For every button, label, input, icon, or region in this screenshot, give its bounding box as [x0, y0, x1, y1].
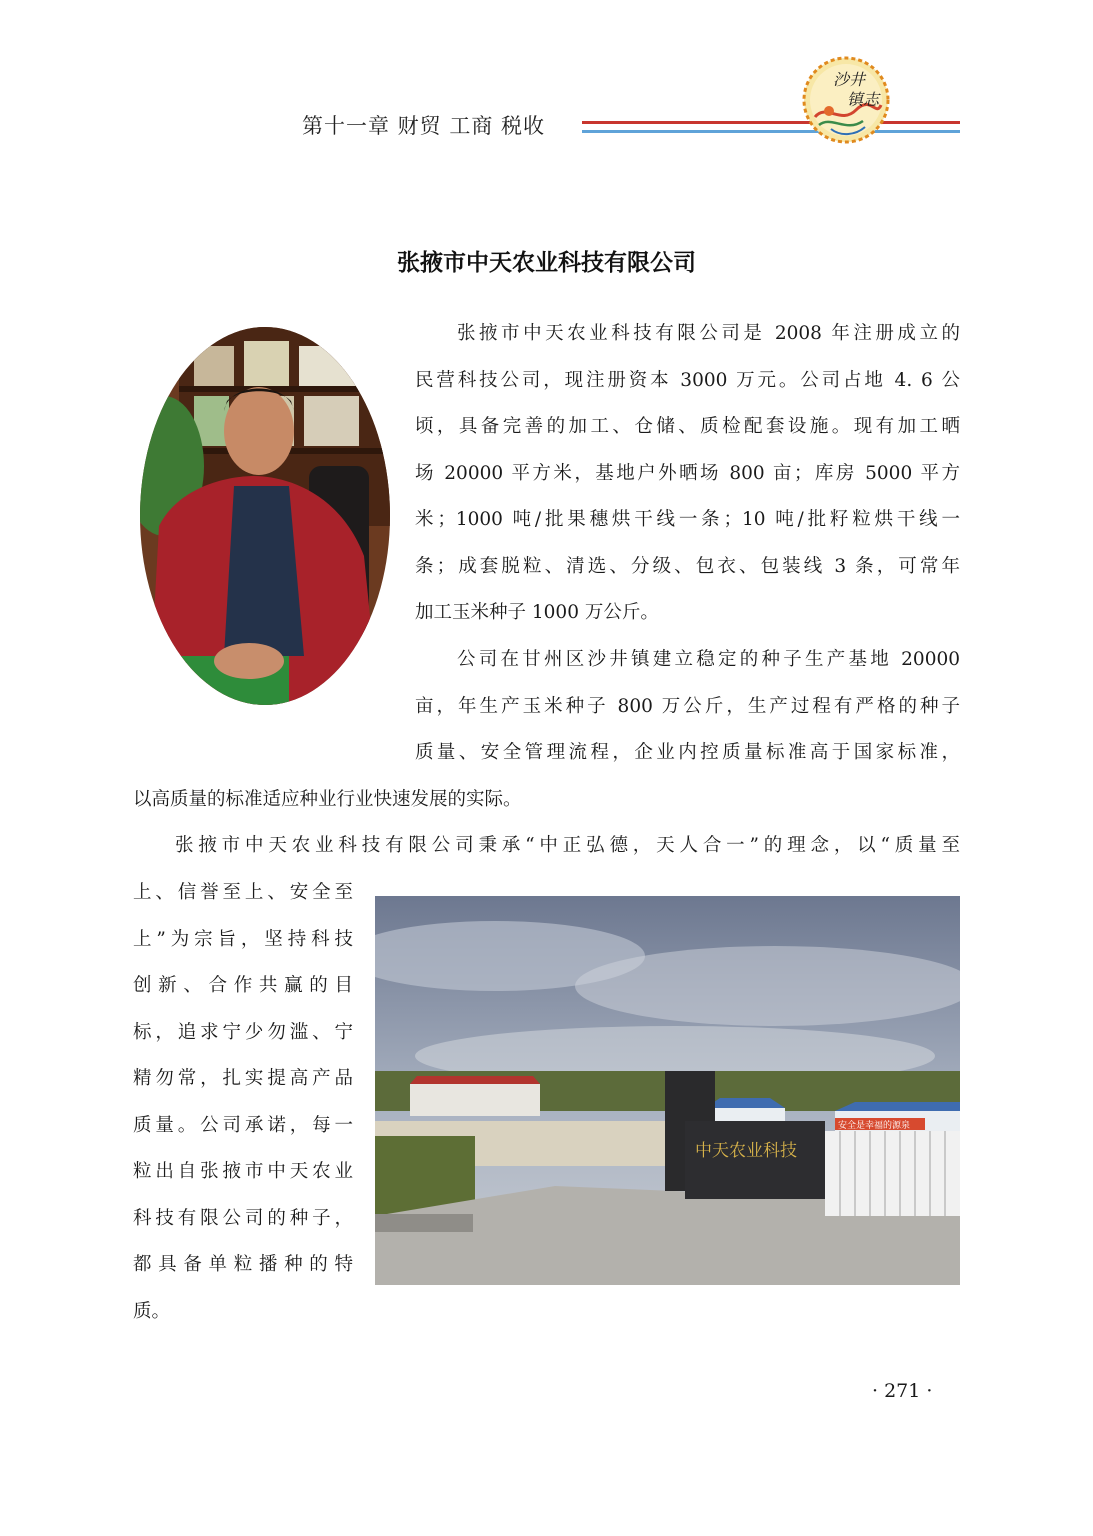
factory-image	[375, 896, 960, 1285]
town-gazette-logo	[801, 55, 891, 145]
paragraph-1-line: 加工玉米种子 1000 万公斤。	[415, 602, 659, 623]
paragraph-3-line: 标，追求宁少勿滥、宁	[133, 1021, 353, 1043]
paragraph-2	[415, 637, 960, 777]
paragraph-3-line: 上、信誉至上、安全至	[133, 882, 353, 903]
paragraph-3-column	[133, 870, 353, 1335]
paragraph-1-line: 米；1000 吨/批果穗烘干线一条；10 吨/批籽粒烘干线一	[415, 509, 960, 530]
paragraph-3-line: 粒出自张掖市中天农业	[133, 1161, 353, 1182]
logo-text-line1: 沙井	[833, 70, 866, 89]
banner-text: 安全是幸福的源泉	[838, 1121, 911, 1131]
sign-text: 中天农业科技	[695, 1141, 797, 1161]
paragraph-3-line: 质量。公司承诺，每一	[133, 1114, 353, 1136]
factory-photo	[375, 896, 960, 1285]
paragraph-1-line: 张掖市中天农业科技有限公司是 2008 年注册成立的	[457, 323, 960, 344]
page-number: · 271 ·	[872, 1380, 933, 1402]
paragraph-2-line: 公司在甘州区沙井镇建立稳定的种子生产基地 20000	[457, 649, 960, 670]
paragraph-3-line: 质。	[133, 1300, 171, 1322]
paragraph-1-line: 条；成套脱粒、清选、分级、包衣、包装线 3 条，可常年	[415, 555, 960, 577]
paragraph-1-line: 场 20000 平方米，基地户外晒场 800 亩；库房 5000 平方	[415, 462, 960, 484]
paragraph-3-line: 都具备单粒播种的特	[133, 1254, 353, 1275]
paragraph-2-line: 质量、安全管理流程，企业内控质量标准高于国家标准，	[415, 742, 960, 763]
paragraph-3-line: 科技有限公司的种子，	[133, 1207, 353, 1229]
header-rule-blue	[582, 130, 960, 133]
paragraph-1-line: 民营科技公司，现注册资本 3000 万元。公司占地 4. 6 公	[415, 369, 960, 391]
paragraph-2-continued	[133, 777, 960, 824]
paragraph-2-line: 亩，年生产玉米种子 800 万公斤，生产过程有严格的种子	[415, 695, 960, 717]
paragraph-2-line: 以高质量的标准适应种业行业快速发展的实际。	[133, 789, 522, 810]
chapter-title: 第十一章 财贸 工商 税收	[302, 114, 546, 138]
paragraph-3-line: 张掖市中天农业科技有限公司秉承“中正弘德，天人合一”的理念，以“质量至	[175, 835, 960, 856]
article-title: 张掖市中天农业科技有限公司	[397, 250, 696, 276]
logo-text-line2: 镇志	[847, 90, 880, 109]
paragraph-3	[133, 823, 960, 870]
paragraph-3-line: 上”为宗旨，坚持科技	[133, 928, 353, 950]
paragraph-3-line: 精勿常，扎实提高产品	[133, 1068, 353, 1089]
paragraph-3-line: 创新、合作共赢的目	[133, 975, 353, 996]
portrait-photo	[139, 326, 391, 706]
portrait-image	[139, 326, 391, 706]
header-rule-red	[582, 121, 960, 124]
paragraph-1	[415, 311, 960, 637]
paragraph-1-line: 顷，具备完善的加工、仓储、质检配套设施。现有加工晒	[415, 416, 960, 437]
